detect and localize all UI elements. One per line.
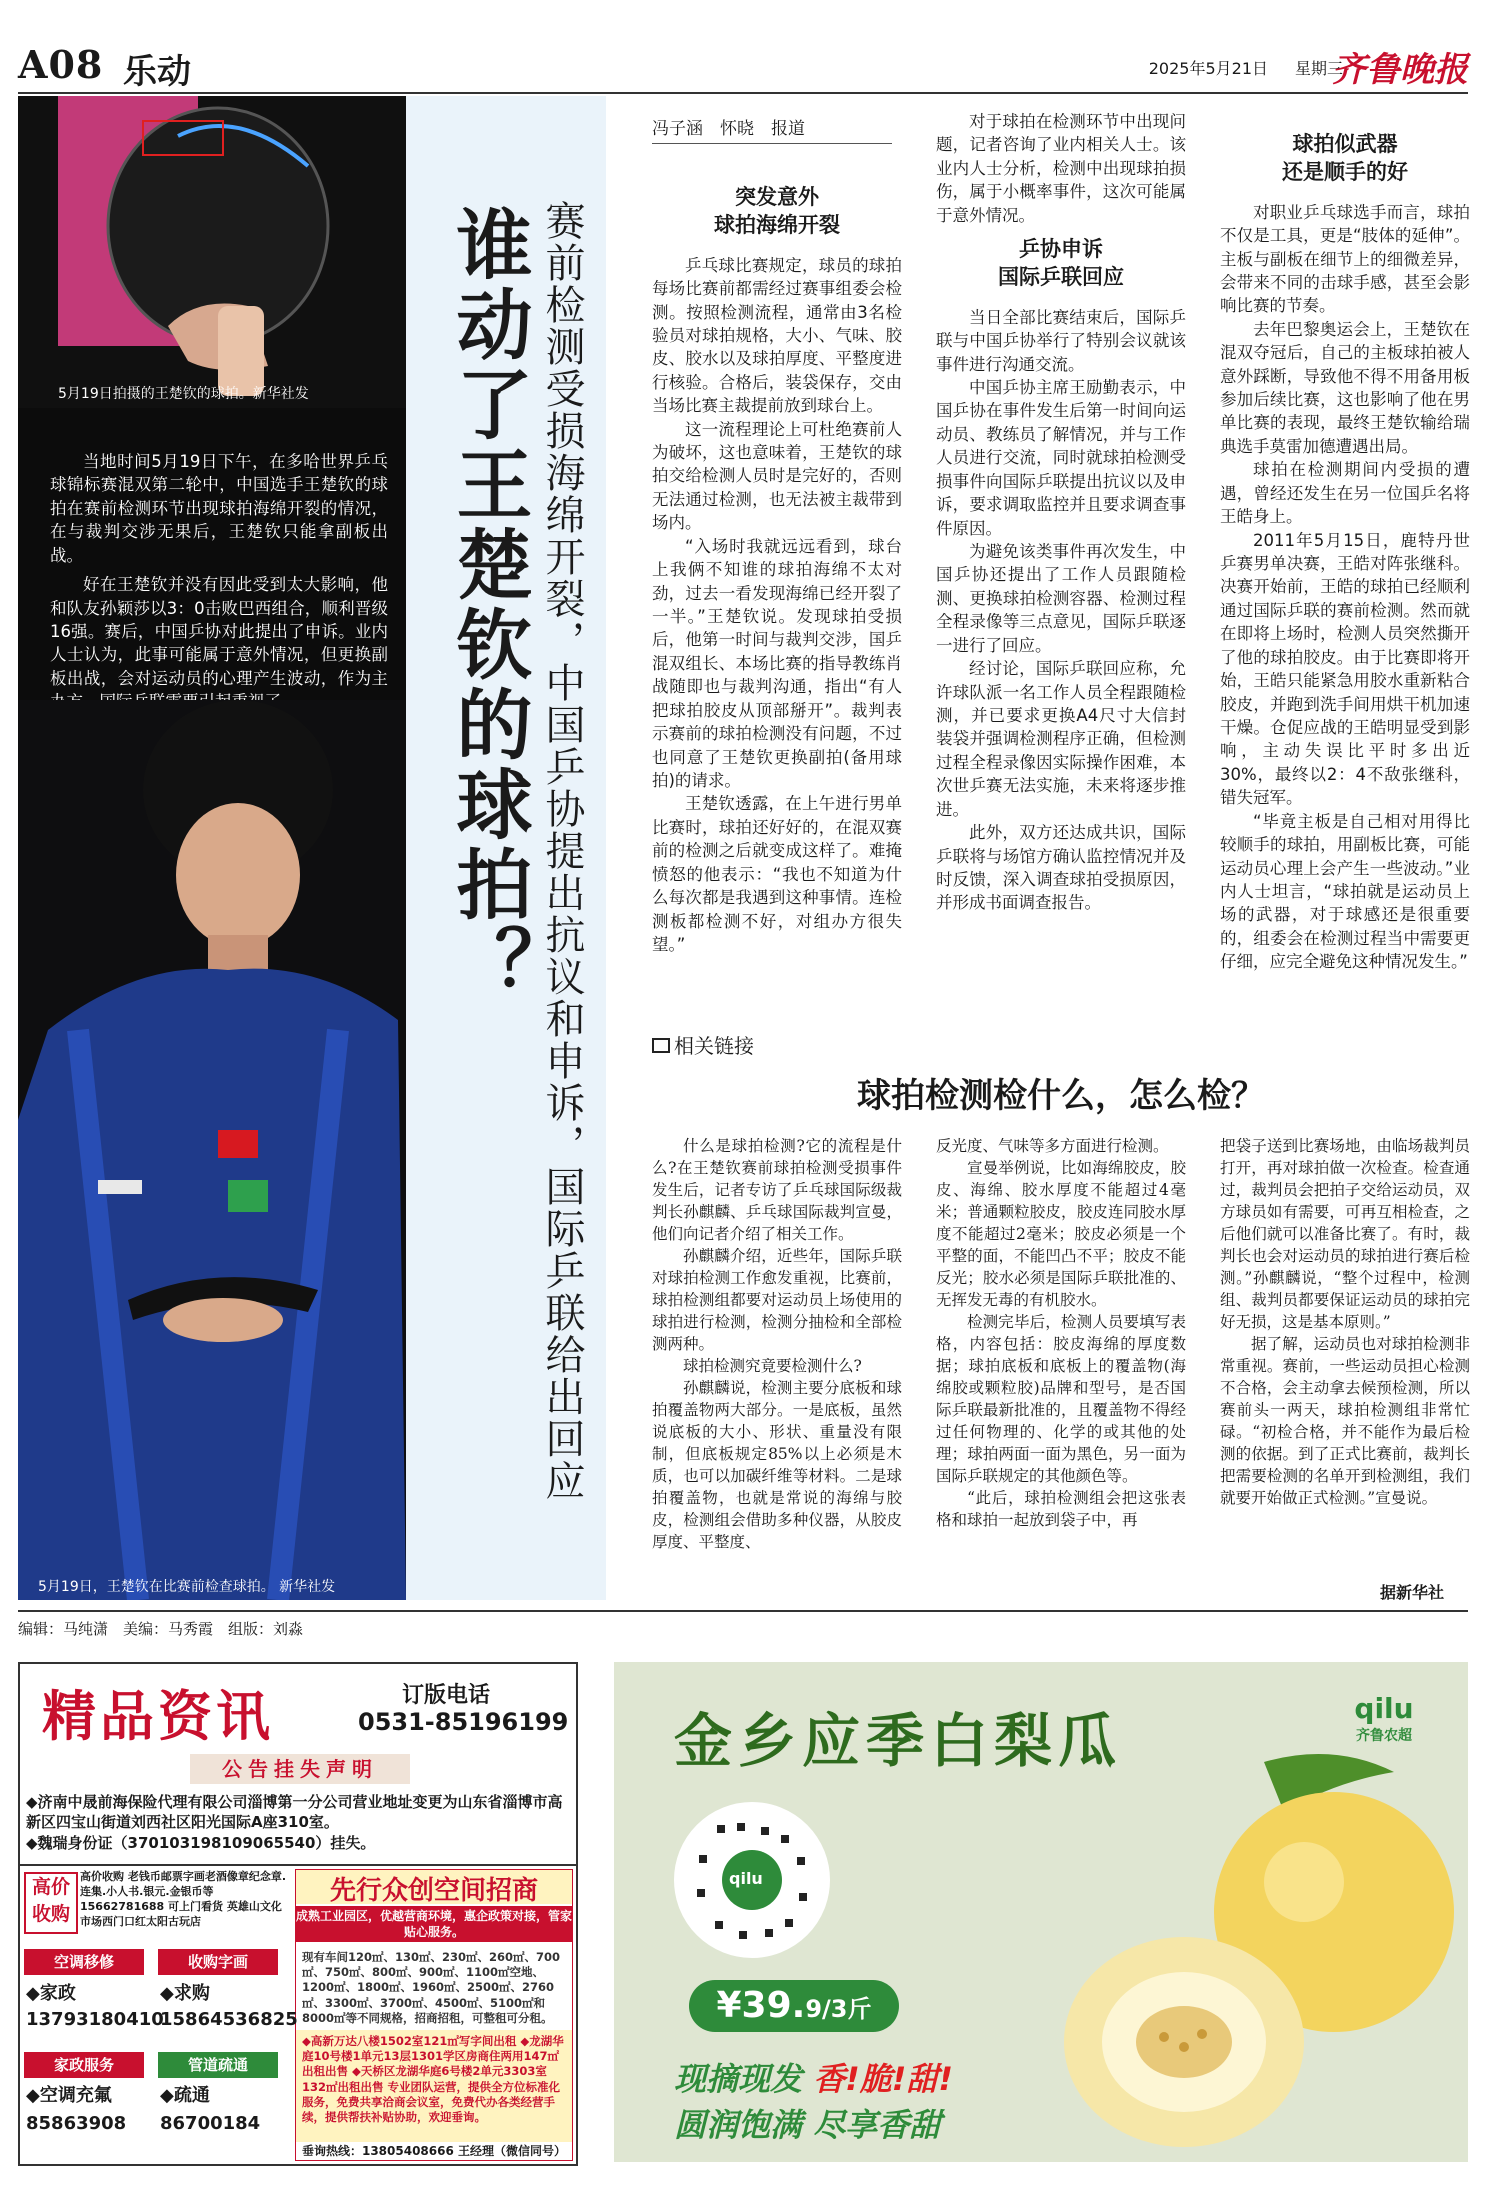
melon-ad xyxy=(614,1662,1468,2162)
article-paragraph: “毕竟主板是自己相对用得比较顺手的球拍，用副板比赛，可能运动员心理上会产生一些波动。”业内人士坦言，“球拍就是运动员上场的武器，对于球感还是很重要的，组委会在检测过程当中需要更仔细，应完全避免这种情况发生。” xyxy=(1220,811,1470,972)
related-paragraph: 宣曼举例说，比如海绵胶皮，胶皮、海绵、胶水厚度不能超过4毫米；普通颗粒胶皮，胶皮连同胶水厚度不能超过2毫米；胶皮必须是一个平整的面，不能凹凸不平；胶皮不能反光；胶水必须是国际乒联批准的、无挥发无毒的有机胶水。 xyxy=(936,1159,1186,1309)
related-title: 球拍检测检什么，怎么检？ xyxy=(857,1076,1265,1116)
page-header xyxy=(18,40,1468,94)
issue-date: 2025年5月21日 xyxy=(1148,59,1268,78)
melon-slogan-1 xyxy=(674,2054,953,2100)
service-tag: 收购字画 xyxy=(158,1949,278,1975)
article-paragraph: 此外，双方还达成共识，国际乒联将与场馆方确认监控情况并及时反馈，深入调查球拍受损原因，并形成书面调查报告。 xyxy=(936,823,1186,913)
notice-list xyxy=(26,1792,570,1853)
section-2-title-line: 国际乒联回应 xyxy=(998,264,1124,290)
cowork-slogan: 成熟工业园区，优越营商环境，惠企政策对接，管家贴心服务。 xyxy=(296,1906,572,1942)
classifieds-box xyxy=(18,1662,578,2166)
article-column-1 xyxy=(652,175,902,956)
service-phone: 85863908 xyxy=(26,2113,127,2134)
related-tag-label: 相关链接 xyxy=(674,1034,754,1058)
cowork-title: 先行众创空间招商 xyxy=(296,1870,572,1904)
issue-weekday: 星期三 xyxy=(1294,59,1343,78)
article-paragraph: 对职业乒乓球选手而言，球拍不仅是工具，更是“肢体的延伸”。主板与副板在细节上的细微差异，会带来不同的击球手感，甚至会影响比赛的节奏。 xyxy=(1220,202,1470,316)
player-photo-caption: 5月19日，王楚钦在比赛前检查球拍。 新华社发 xyxy=(38,1579,336,1595)
sub-headline: 赛前检测受损海绵开裂，中国乒协提出抗议和申诉，国际乒联给出回应 xyxy=(539,200,585,1502)
news-source: 据新华社 xyxy=(1380,1583,1445,1602)
player-photo xyxy=(18,700,406,1600)
classifieds-phone-label: 订版电话 xyxy=(402,1683,491,1708)
article-paragraph: 中国乒协主席王励勤表示，中国乒协在事件发生后第一时间向运动员、教练员了解情况，并与工作人员进行交流，同时就球拍检测受损事件向国际乒联提出抗议以及申诉，要求调取监控并且要求调查事件原因。 xyxy=(936,378,1186,538)
lead-paragraph: 好在王楚钦并没有因此受到太大影响，他和队友孙颖莎以3：0击败巴西组合，顺利晋级16强。赛后，中国乒协对此提出了申诉。业内人士认为，此事可能属于意外情况，但更换副板出战，会对运动员的心理产生波动，作为主 xyxy=(50,575,388,688)
section-1-title-line: 突发意外 xyxy=(735,184,819,209)
price-tag xyxy=(689,1980,899,2032)
related-paragraph: 球拍检测究竟要检测什么? xyxy=(683,1357,862,1375)
related-link-tag xyxy=(652,1030,754,1059)
service-tag: 空调移修 xyxy=(24,1949,144,1975)
player-photo-image xyxy=(18,700,406,1600)
cowork-ad xyxy=(295,1869,573,2161)
article-paragraph: “入场时我就远远看到，球台上我俩不知谁的球拍海绵不太对劲，过去一看发现海绵已经开裂了一半。”王楚钦说。发现球拍受损后，他第一时间与裁判交涉，国乒混双组长、本场比赛的指导教练肖战随即也与裁判沟通，指出“有人把球拍胶皮从顶部掰开”。裁判表示赛前的球拍检测没有问题，不过也同意了王楚钦更换副拍(备用球拍)的请求。 xyxy=(652,536,902,790)
price-unit: 9/3斤 xyxy=(805,1995,872,2023)
qilu-brand-name: 齐鲁农超 xyxy=(1356,1728,1412,1744)
service-label: ◆疏通 xyxy=(160,2085,210,2106)
service-label: ◆家政 xyxy=(26,1983,76,2004)
section-3-title-line: 还是顺手的好 xyxy=(1282,159,1408,185)
editor-credits: 编辑：马纯潇 美编：马秀霞 组版：刘淼 xyxy=(18,1610,1468,1639)
melon-illustration xyxy=(1034,1742,1468,2162)
article-paragraph: 这一流程理论上可杜绝赛前人为破坏，这也意味着，王楚钦的球拍交给检测人员时是完好的，否则无法通过检测，也无法被主裁带到场内。 xyxy=(652,419,902,533)
section-1-title xyxy=(652,183,902,240)
section-2-title-line: 乒协申诉 xyxy=(1019,236,1103,262)
racket-photo-caption: 5月19日拍摄的王楚钦的球拍。新华社发 xyxy=(58,386,309,402)
qilu-logo-mark: qilu xyxy=(1354,1692,1414,1725)
cowork-hotline: 垂询热线：13805408666 王经理（微信同号） xyxy=(296,2142,572,2160)
section-3-title-line: 球拍似武器 xyxy=(1292,131,1398,156)
service-label: ◆空调充氟 xyxy=(26,2085,112,2106)
main-headline: 谁动了王楚钦的球拍？ xyxy=(444,205,533,1005)
service-phone: 86700184 xyxy=(160,2113,261,2134)
qr-center-label: qilu xyxy=(729,1869,763,1888)
service-label: ◆求购 xyxy=(160,1983,210,2004)
article-paragraph: 当日全部比赛结束后，国际乒联与中国乒协举行了特别会议就该事件进行沟通交流。 xyxy=(936,307,1186,374)
classifieds-phone: 0531-85196199 xyxy=(358,1708,569,1736)
article-paragraph: 王楚钦透露，在上午进行男单比赛时，球拍还好好的，在混双赛前的检测之后就变成这样了。难掩愤怒的他表示：“我也不知道为什么每次都是我遇到这种事情。连检测板都检测不好，对组办方很失望。” xyxy=(652,794,902,954)
melon-ad-title: 金乡应季白梨瓜 xyxy=(674,1707,1123,1775)
related-paragraph: 孙麒麟介绍，近些年，国际乒联对球拍检测工作愈发重视，比赛前，球拍检测组都要对运动员上场使用的球拍进行检测，检测分抽检和全部检测两种。 xyxy=(652,1247,902,1353)
article-paragraph: 去年巴黎奥运会上，王楚钦在混双夺冠后，自己的主板球拍被人意外踩断，导致他不得不用备用板参加后续比赛，这也影响了他在男单比赛的表现，最终王楚钦输给瑞典选手莫雷加德遭遇出局。 xyxy=(1220,319,1470,456)
related-paragraph: “此后，球拍检测组会把这张表格和球拍一起放到袋子中，再 xyxy=(936,1489,1186,1529)
newspaper-logo: 齐鲁晚报 xyxy=(1332,50,1468,90)
article-column-3 xyxy=(1220,130,1470,974)
melon-slogan-1b: 香!脆!甜! xyxy=(813,2060,953,2098)
service-phone: 13793180410 xyxy=(26,2009,164,2030)
cowork-list: ◆高新万达八楼1502室121㎡写字间出租 ◆龙湖华庭10号楼1单元13层1301学区房商住两用147㎡出租出售 ◆天桥区龙湖华庭6号楼2单元3303室132㎡出租出售 专业团队运营，提供全方位标准化服务，免费共享洽商会议室，免费代办各类经营手续，提供帮扶补贴协助，欢迎垂询。 xyxy=(296,2030,572,2142)
related-paragraph: 检测完毕后，检测人员要填写表格，内容包括：胶皮海绵的厚度数据；球拍底板和底板上的覆盖物(海绵胶或颗粒胶)品牌和型号，是否国际乒联最新批准的，且覆盖物不得经过任何物理的、化学的或其他的处理；球拍两面一面为黑色，另一面为国际乒联规定的其他颜色等。 xyxy=(936,1313,1186,1485)
article-paragraph: 乒乓球比赛规定，球员的球拍每场比赛前都需经过赛事组委会检测。按照检测流程，通常由3名检验员对球拍规格，大小、气味、胶皮、胶水以及球拍厚度、平整度进行核验。合格后，装袋保存，交由当场比赛主裁提前放到球台上。 xyxy=(652,255,902,416)
service-phone: 15864536825 xyxy=(160,2009,298,2030)
section-3-title xyxy=(1220,130,1470,187)
price-value: ¥39. xyxy=(716,1985,806,2026)
section-1-title-line: 球拍海绵开裂 xyxy=(714,212,840,238)
racket-photo-image xyxy=(18,96,406,408)
article-column-2 xyxy=(936,110,1186,915)
related-column-3 xyxy=(1220,1135,1470,1509)
related-paragraph: 什么是球拍检测?它的流程是什么?在王楚钦赛前球拍检测受损事件发生后，记者专访了乒乓球国际级裁判长孙麒麟、乒乓球国际裁判宣曼，他们向记者介绍了相关工作。 xyxy=(652,1137,902,1243)
notice-item: ◆魏瑞身份证（370103198109065540）挂失。 xyxy=(26,1833,376,1852)
related-paragraph: 反光度、气味等多方面进行检测。 xyxy=(936,1137,1169,1155)
section-2-title xyxy=(936,235,1186,292)
service-tag: 管道疏通 xyxy=(158,2052,278,2078)
related-box-icon xyxy=(652,1038,670,1053)
article-paragraph: 球拍在检测期间内受损的遭遇，曾经还发生在另一位国乒名将王皓身上。 xyxy=(1220,460,1470,527)
divider xyxy=(20,1864,576,1866)
article-paragraph: 对于球拍在检测环节中出现问题，记者咨询了业内相关人士。该业内人士分析，检测中出现球拍损伤，属于小概率事件，这次可能属于意外情况。 xyxy=(936,112,1186,225)
mini-program-qr-code[interactable] xyxy=(674,1802,830,1958)
service-tag: 家政服务 xyxy=(24,2052,144,2078)
melon-slogan-2: 圆润饱满 尽享香甜 xyxy=(674,2106,942,2144)
buy-tag: 高价收购 xyxy=(24,1872,78,1934)
related-paragraph: 孙麒麟说，检测主要分底板和球拍覆盖物两大部分。一是底板，虽然说底板的大小、形状、重量没有限制，但底板规定85%以上必须是木质，也可以加碳纤维等材料。二是球拍覆盖物，也就是常说的海绵与胶皮，检测组会借助多种仪器，从胶皮厚度、平整度、 xyxy=(652,1379,902,1551)
racket-photo xyxy=(18,96,406,408)
lead-text xyxy=(50,450,388,720)
article-paragraph: 为避免该类事件再次发生，中国乒协还提出了工作人员跟随检测、更换球拍检测容器、检测过程全程录像等三点意见，国际乒联逐一进行了回应。 xyxy=(936,542,1186,655)
related-paragraph: 把袋子送到比赛场地，由临场裁判员打开，再对球拍做一次检查。检查通过，裁判员会把拍子交给运动员，双方球员如有需要，可再互相检查，之后他们就可以准备比赛了。有时，裁判长也会对运动员的球拍进行赛后检测。”孙麒麟说，“整个过程中，检测组、裁判员都要保证运动员的球拍完好无损，这是基本原则。” xyxy=(1220,1137,1470,1331)
related-column-2 xyxy=(936,1135,1186,1531)
cowork-body: 现有车间120㎡、130㎡、230㎡、260㎡、700㎡、750㎡、800㎡、900㎡、1100㎡空地、1200㎡、1800㎡、1960㎡、2500㎡、2760㎡、3300㎡、3700㎡、4500㎡、5100㎡和8000㎡等不同规格，招商招租，可整租可分租。 xyxy=(302,1950,561,2025)
qilu-logo xyxy=(1334,1692,1434,1745)
section-name: 乐动 xyxy=(123,52,191,92)
related-column-1 xyxy=(652,1135,902,1553)
classifieds-title: 精品资讯 xyxy=(42,1684,274,1748)
notice-item: ◆济南中晟前海保险代理有限公司淄博第一分公司营业地址变更为山东省淄博市高新区四宝山街道刘西社区阳光国际A座310室。 xyxy=(26,1793,563,1832)
article-paragraph: 2011年5月15日，鹿特丹世乒赛男单决赛，王皓对阵张继科。决赛开始前，王皓的球拍已经顺利通过国际乒联的赛前检测。然而就在即将上场时，检测人员突然撕开了他的球拍胶皮。由于比赛即将开始，王皓只能紧急用胶水重新粘合胶皮，并跑到洗手间用烘干机加速干燥。仓促应战的王皓明显受到影响，主动失误比平时多出近30%，最终以2：4不敌张继科，错失冠军。 xyxy=(1220,530,1470,808)
melon-slogan-1a: 现摘现发 xyxy=(674,2060,814,2098)
article-paragraph: 经讨论，国际乒联回应称，允许球队派一名工作人员全程跟随检测，并已要求更换A4尺寸大信封装袋并强调检测程序正确，但检测过程全程录像因实际操作困难，本次世乒赛无法实施，未来将逐步推进。 xyxy=(936,659,1186,819)
lead-paragraph: 当地时间5月19日下午，在多哈世界乒乓球锦标赛混双第二轮中，中国选手王楚钦的球拍在赛前检测环节出现球拍海绵开裂的情况，在与裁判交涉无果后，王楚钦只能拿副板出战。 xyxy=(50,452,388,565)
buy-text: 高价收购 老钱币邮票字画老酒像章纪念章.连集.小人书.银元.金银币等15662781688 可上门看货 英雄山文化市场西门口红太阳古玩店 xyxy=(80,1870,287,1928)
byline: 冯子涵 怀晓 报道 xyxy=(652,114,892,144)
notice-bar: 公告挂失声明 xyxy=(190,1754,410,1784)
related-paragraph: 据了解，运动员也对球拍检测非常重视。赛前，一些运动员担心检测不合格，会主动拿去候预检测，所以赛前头一两天，球拍检测组非常忙碌。“初检合格，并不能作为最后检测的依据。到了正式比赛前，裁判长把需要检测的名单开到检测组，我们就要开始做正式检测。”宣曼说。 xyxy=(1220,1335,1470,1507)
page-number: A08 xyxy=(18,42,104,87)
